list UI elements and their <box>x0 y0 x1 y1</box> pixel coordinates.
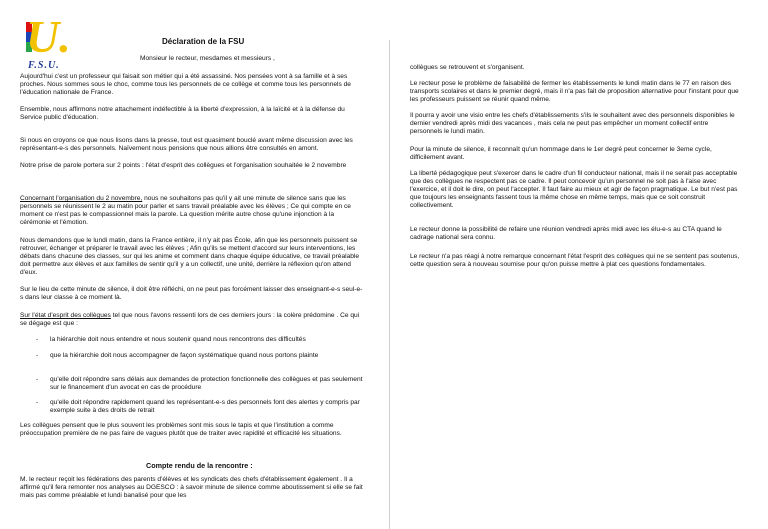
paragraph: Notre prise de parole portera sur 2 points : l'état d'esprit des collègues et l'organisation souhaitée le 2 novembre <box>20 162 347 169</box>
paragraph-text: nous ne souhaitons pas qu'il y ait une minute de silence sans que les personnels se réunissent le 2 au matin pour parler et sans travail préalable avec les élèves ; Ce qui compte en ce moment ce n'est pas le compassionnel mais la parole. La question mérite autre chose qu'une injonction à la cérémonie et l'émotion. <box>20 195 351 226</box>
paragraph: Le recteur donne la possibilité de refaire une réunion vendredi après midi avec les élu-e-s au CTA quand le cadrage national sera connu. <box>410 226 722 241</box>
underlined-heading: Sur l'état d'esprit des collègues <box>20 312 111 319</box>
paragraph: M. le recteur reçoit les fédérations des parents d'élèves et les syndicats des chefs d'établissement également . Il a affirmé qu'il fera remonter nos analyses au DGESCO : à savoir minute de silence comme aboutissement si elle se fait mais pas comme préalable et lundi banalisé pour que les <box>20 476 363 499</box>
paragraph: Sur le lieu de cette minute de silence, il doit être réfléchi, on ne peut pas forcément laisser des enseignant-e-s seul-e-s dans leur classe à ce moment là. <box>20 286 363 301</box>
logo-text: F.S.U. <box>28 60 60 71</box>
page-title: Déclaration de la FSU <box>162 37 245 46</box>
paragraph: Le recteur n'a pas réagi à notre remarque concernant l'état l'esprit des collègues qui ne se sentent pas soutenus, cette question sera à nouveau soumise pour qu'on puisse mettre à plat ces questions fondamentales. <box>410 253 740 268</box>
paragraph-text: tel que nous l'avons ressenti lors de ces derniers jours : la colère prédomine . Ce qui se dégage est que : <box>20 312 360 327</box>
paragraph: Le recteur pose le problème de faisabilité de fermer les établissements le lundi matin dans le 77 en raison des transports scolaires et dans le premier degré, mais il n'a pas fait de proposition alternative pour l'instant pour que les professeurs puissent se réunir quand même. <box>410 80 739 103</box>
list-item: - qu'elle doit répondre rapidement quand les représentant-e-s des personnels font des alertes y compris par exemple suite à des droits de retrait <box>30 399 370 415</box>
paragraph: Pour la minute de silence, il reconnaît qu'un hommage dans le 1er degré peut concerner le 3eme cycle, difficilement avant. <box>410 146 712 161</box>
section-title: Compte rendu de la rencontre : <box>146 461 253 470</box>
paragraph: Nous demandons que le lundi matin, dans la France entière, il n'y ait pas École, afin que les personnels puissent se retrouver, échanger et préparer le travail avec les élèves ; Afin qu'ils se mettent d'accord sur leurs interventions, les débats dans chacune des classes, sur qui les anime et comment dans chaque équipe éducative, ce travail préalable doit permettre aux élèves et aux familles de sentir qu'il y a un collectif, une unité, derrière la réflexion qu'on attend d'eux. <box>20 237 360 276</box>
column-divider <box>389 40 390 529</box>
paragraph: collègues se retrouvent et s'organisent. <box>410 64 525 71</box>
list-item: - la hiérarchie doit nous entendre et nous soutenir quand nous rencontrons des difficultés <box>30 336 370 344</box>
paragraph: La liberté pédagogique peut s'exercer dans le cadre d'un fil conducteur national, mais il ne serait pas acceptable que des collègues ne respectent pas ce cadre. Il peut concevoir qu'un personnel ne soit pas à l'aise avec l'exercice, et il doit le dire, on peut l'accepter. Il faut faire au mieux et agir de façon pragmatique. Le but n'est pas que toujours les enseignants fassent tous la même chose en même temps, mais que ce soit construit collectivement. <box>410 170 738 209</box>
paragraph: Il pourra y avoir une visio entre les chefs d'établissements s'ils le souhaitent avec des personnels disponibles le dernier vendredi après midi des vacances , mais cela ne peut pas empêcher un moment collectif entre personnels le lundi matin. <box>410 112 735 135</box>
list-item: - qu'elle doit répondre sans délais aux demandes de protection fonctionnelle des collègues et pas seulement sur le financement d'un avocat en cas de procédure <box>30 376 370 392</box>
paragraph: Aujourd'hui c'est un professeur qui faisait son métier qui a été assassiné. Nos pensées vont à sa famille et à ses proches. Nous sommes sous le choc, comme tous les personnels de ce collège et comme tous les personnels de l'éducation nationale de France. <box>20 73 351 96</box>
underlined-heading: Concernant l'organisation du 2 novembre, <box>20 195 143 202</box>
list-item: - que la hiérarchie doit nous accompagner de façon systématique quand nous portons plainte <box>30 352 370 360</box>
paragraph: Ensemble, nous affirmons notre attachement indéfectible à la liberté d'expression, à la laïcité et à la défense du Service public d'éducation. <box>20 106 345 121</box>
greeting: Monsieur le recteur, mesdames et messieurs , <box>140 55 275 62</box>
paragraph-etat-esprit <box>20 312 364 328</box>
paragraph-organisation <box>20 195 364 227</box>
fsu-logo <box>26 11 82 71</box>
paragraph: Les collègues pensent que le plus souvent les problèmes sont mis sous le tapis et que l'institution a comme préoccupation première de ne pas faire de vagues plutôt que de traiter avec rapidité et efficacité les situations. <box>20 422 342 437</box>
paragraph: Si nous en croyons ce que nous lisons dans la presse, tout est quasiment bouclé avant même discussion avec les représentant-e-s des personnels. Naïvement nous pensions que nous allions être consultés en amont. <box>20 137 353 152</box>
logo-mark: U. <box>26 11 71 62</box>
